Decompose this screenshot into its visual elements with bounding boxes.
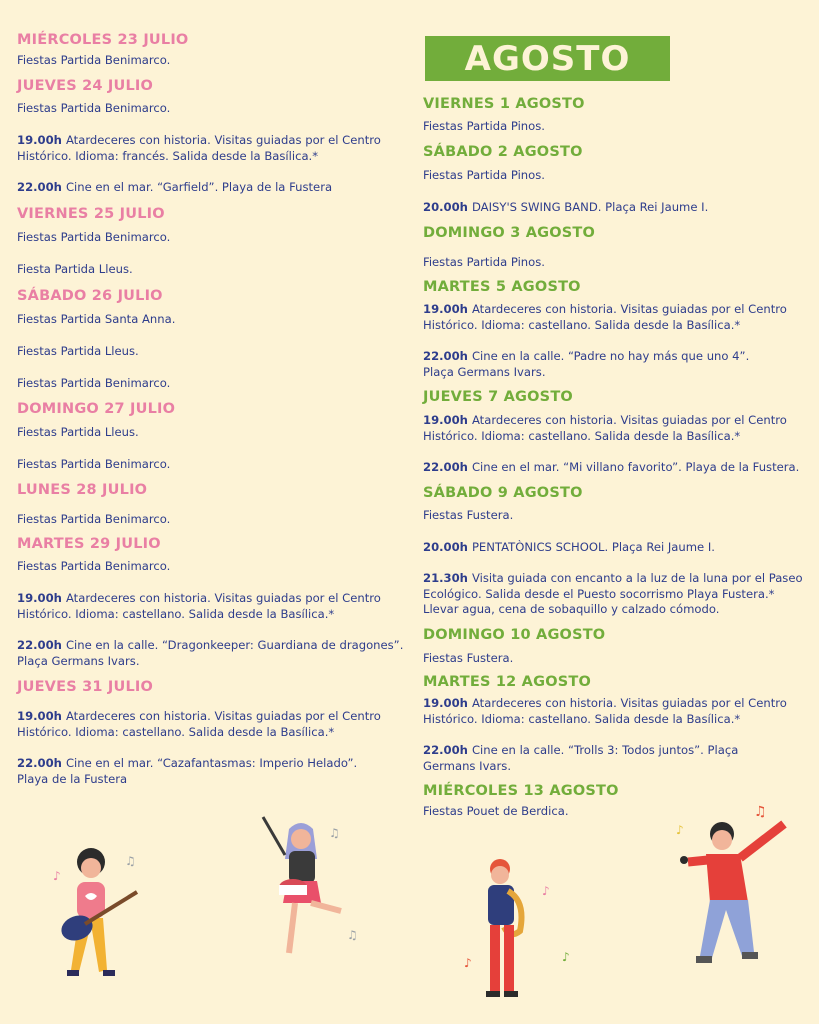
event: Fiestas Partida Benimarco.	[17, 512, 171, 526]
day-heading: LUNES 28 JULIO	[17, 482, 148, 498]
event: Fiesta Partida Lleus.	[17, 262, 133, 276]
event: Fiestas Fustera.	[423, 508, 514, 522]
event: Fiestas Partida Benimarco.	[17, 559, 171, 573]
event: 22.00h Cine en el mar. “Garfield”. Playa de la Fustera	[17, 180, 333, 194]
saxophonist-illustration	[450, 855, 570, 1005]
svg-text:♫: ♫	[754, 804, 767, 820]
event: Fiestas Pouet de Berdica.	[423, 804, 569, 818]
event: 19.00h Atardeceres con historia. Visitas guiadas por el Centro Histórico. Idioma: castellano. Salida desde la Basílica.*	[423, 413, 787, 443]
svg-text:♪: ♪	[676, 823, 684, 837]
day-heading: MIÉRCOLES 23 JULIO	[17, 32, 189, 48]
event: Fiestas Partida Benimarco.	[17, 457, 171, 471]
event: 22.00h Cine en el mar. “Cazafantasmas: Imperio Helado”. Playa de la Fustera	[17, 756, 358, 786]
day-heading: MARTES 5 AGOSTO	[423, 279, 581, 295]
drummer-illustration	[255, 815, 365, 965]
event: Fiestas Partida Benimarco.	[17, 230, 171, 244]
singer-illustration	[670, 800, 800, 980]
day-heading: JUEVES 7 AGOSTO	[423, 389, 573, 405]
event: 19.00h Atardeceres con historia. Visitas guiadas por el Centro Histórico. Idioma: francés. Salida desde la Basílica.*	[17, 133, 381, 163]
day-heading: SÁBADO 26 JULIO	[17, 288, 163, 304]
event: Fiestas Fustera.	[423, 651, 514, 665]
event: 22.00h Cine en la calle. “Dragonkeeper: Guardiana de dragones”. Plaça Germans Ivars.	[17, 638, 404, 668]
day-heading: MIÉRCOLES 13 AGOSTO	[423, 783, 619, 799]
svg-text:♫: ♫	[347, 928, 358, 942]
event: 22.00h Cine en la calle. “Trolls 3: Todos juntos”. Plaça Germans Ivars.	[423, 743, 739, 773]
event: 22.00h Cine en el mar. “Mi villano favorito”. Playa de la Fustera.	[423, 460, 800, 474]
day-heading: SÁBADO 2 AGOSTO	[423, 144, 583, 160]
day-heading: MARTES 12 AGOSTO	[423, 674, 591, 690]
event: 22.00h Cine en la calle. “Padre no hay más que uno 4”. Plaça Germans Ivars.	[423, 349, 750, 379]
event: Fiestas Partida Benimarco.	[17, 101, 171, 115]
svg-text:♪: ♪	[542, 884, 550, 898]
event: 19.00h Atardeceres con historia. Visitas guiadas por el Centro Histórico. Idioma: castellano. Salida desde la Basílica.*	[423, 696, 787, 726]
day-heading: JUEVES 24 JULIO	[17, 78, 154, 94]
day-heading: MARTES 29 JULIO	[17, 536, 161, 552]
event: 20.00h PENTATÒNICS SCHOOL. Plaça Rei Jaume I.	[423, 540, 715, 554]
day-heading: DOMINGO 27 JULIO	[17, 401, 176, 417]
svg-text:♫: ♫	[125, 854, 136, 868]
guitarist-illustration	[45, 840, 145, 990]
event: Fiestas Partida Benimarco.	[17, 376, 171, 390]
event: Fiestas Partida Lleus.	[17, 425, 139, 439]
day-heading: SÁBADO 9 AGOSTO	[423, 485, 583, 501]
day-heading: DOMINGO 10 AGOSTO	[423, 627, 606, 643]
svg-text:♪: ♪	[562, 950, 570, 964]
event: 19.00h Atardeceres con historia. Visitas guiadas por el Centro Histórico. Idioma: castellano. Salida desde la Basílica.*	[17, 709, 381, 739]
event: Fiestas Partida Lleus.	[17, 344, 139, 358]
day-heading: VIERNES 25 JULIO	[17, 206, 165, 222]
event: 20.00h DAISY'S SWING BAND. Plaça Rei Jaume I.	[423, 200, 709, 214]
event: 21.30h Visita guiada con encanto a la luz de la luna por el Paseo Ecológico. Salida desde el Puesto socorrismo Playa Fustera.* Llevar agua, cena de sobaquillo y calzado cómodo.	[423, 571, 803, 616]
event: Fiestas Partida Benimarco.	[17, 53, 171, 67]
event: 19.00h Atardeceres con historia. Visitas guiadas por el Centro Histórico. Idioma: castellano. Salida desde la Basílica.*	[423, 302, 787, 332]
day-heading: DOMINGO 3 AGOSTO	[423, 225, 596, 241]
event: Fiestas Partida Pinos.	[423, 168, 545, 182]
svg-text:♫: ♫	[329, 826, 340, 840]
event: Fiestas Partida Santa Anna.	[17, 312, 176, 326]
svg-text:♪: ♪	[53, 869, 61, 883]
event: Fiestas Partida Pinos.	[423, 255, 545, 269]
svg-text:♪: ♪	[464, 956, 472, 970]
day-heading: VIERNES 1 AGOSTO	[423, 96, 585, 112]
day-heading: JUEVES 31 JULIO	[17, 679, 154, 695]
event: Fiestas Partida Pinos.	[423, 119, 545, 133]
month-banner: AGOSTO	[425, 36, 670, 81]
event: 19.00h Atardeceres con historia. Visitas guiadas por el Centro Histórico. Idioma: castellano. Salida desde la Basílica.*	[17, 591, 381, 621]
